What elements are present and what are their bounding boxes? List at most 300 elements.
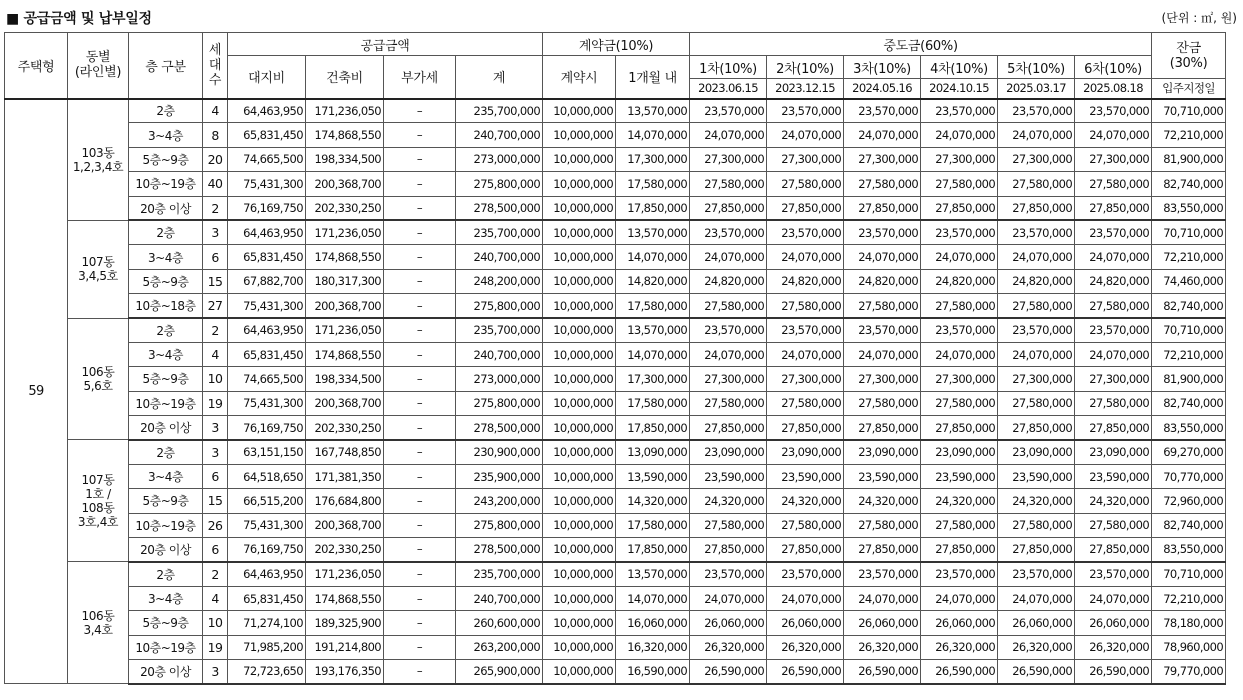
middle-payment-cell: 27,580,000	[767, 513, 844, 537]
middle-payment-cell: 27,300,000	[998, 147, 1075, 171]
building-cost-cell: 171,236,050	[306, 318, 384, 342]
units-cell: 26	[203, 513, 228, 537]
middle-payment-cell: 24,820,000	[921, 269, 998, 293]
table-row	[5, 123, 1226, 147]
floor-cell: 20층 이상	[129, 196, 203, 220]
table-row	[5, 99, 1226, 123]
middle-payment-cell: 24,070,000	[844, 123, 921, 147]
deposit-contract-cell: 10,000,000	[543, 294, 616, 318]
header-supply: 공급금액	[228, 33, 543, 56]
header-floor: 층 구분	[129, 33, 203, 99]
header-balance: 잔금 (30%)	[1152, 33, 1226, 79]
vat-cell: –	[384, 196, 456, 220]
vat-cell: –	[384, 294, 456, 318]
header-dong: 동별 (라인별)	[68, 33, 129, 99]
middle-payment-cell: 24,320,000	[844, 489, 921, 513]
middle-payment-cell: 27,300,000	[1075, 147, 1152, 171]
housing-type-cell: 59	[5, 99, 68, 684]
vat-cell: –	[384, 611, 456, 635]
middle-payment-cell: 27,300,000	[767, 367, 844, 391]
vat-cell: –	[384, 342, 456, 366]
total-cell: 275,800,000	[456, 294, 543, 318]
total-cell: 278,500,000	[456, 196, 543, 220]
middle-payment-cell: 23,570,000	[767, 562, 844, 586]
deposit-month-cell: 17,850,000	[616, 416, 690, 440]
deposit-month-cell: 17,580,000	[616, 513, 690, 537]
deposit-month-cell: 17,580,000	[616, 294, 690, 318]
middle-payment-cell: 23,570,000	[690, 220, 767, 244]
middle-payment-cell: 27,580,000	[1075, 294, 1152, 318]
middle-payment-cell: 27,850,000	[767, 538, 844, 562]
balance-cell: 72,210,000	[1152, 586, 1226, 610]
balance-cell: 69,270,000	[1152, 440, 1226, 464]
middle-payment-cell: 26,060,000	[690, 611, 767, 635]
balance-cell: 70,710,000	[1152, 318, 1226, 342]
total-cell: 235,700,000	[456, 562, 543, 586]
floor-cell: 10층~19층	[129, 635, 203, 659]
header-middle-round: 2차(10%)	[767, 56, 844, 79]
deposit-month-cell: 16,590,000	[616, 659, 690, 683]
vat-cell: –	[384, 269, 456, 293]
middle-payment-cell: 23,590,000	[844, 464, 921, 488]
vat-cell: –	[384, 172, 456, 196]
middle-payment-cell: 27,850,000	[767, 416, 844, 440]
deposit-month-cell: 14,070,000	[616, 342, 690, 366]
total-cell: 240,700,000	[456, 123, 543, 147]
vat-cell: –	[384, 538, 456, 562]
middle-payment-cell: 24,070,000	[844, 586, 921, 610]
floor-cell: 3~4층	[129, 586, 203, 610]
header-building: 건축비	[306, 56, 384, 99]
vat-cell: –	[384, 391, 456, 415]
header-type: 주택형	[5, 33, 68, 99]
deposit-month-cell: 17,580,000	[616, 391, 690, 415]
page-title: ■ 공급금액 및 납부일정	[6, 11, 152, 27]
middle-payment-cell: 27,850,000	[921, 538, 998, 562]
middle-payment-cell: 23,570,000	[998, 318, 1075, 342]
balance-cell: 70,770,000	[1152, 464, 1226, 488]
deposit-contract-cell: 10,000,000	[543, 220, 616, 244]
table-row	[5, 147, 1226, 171]
middle-payment-cell: 27,850,000	[1075, 416, 1152, 440]
middle-payment-cell: 24,320,000	[767, 489, 844, 513]
building-cost-cell: 198,334,500	[306, 367, 384, 391]
middle-payment-cell: 27,850,000	[844, 538, 921, 562]
middle-payment-cell: 23,590,000	[690, 464, 767, 488]
floor-cell: 5층~9층	[129, 269, 203, 293]
middle-payment-cell: 24,070,000	[767, 342, 844, 366]
middle-payment-cell: 27,580,000	[844, 513, 921, 537]
middle-payment-cell: 24,070,000	[1075, 123, 1152, 147]
middle-payment-cell: 23,570,000	[844, 99, 921, 123]
total-cell: 243,200,000	[456, 489, 543, 513]
header-deposit-contract: 계약시	[543, 56, 616, 99]
vat-cell: –	[384, 147, 456, 171]
middle-payment-cell: 23,570,000	[844, 318, 921, 342]
header-middle: 중도금(60%)	[690, 33, 1152, 56]
total-cell: 235,700,000	[456, 318, 543, 342]
building-cost-cell: 167,748,850	[306, 440, 384, 464]
building-cost-cell: 174,868,550	[306, 123, 384, 147]
header-middle-date: 2023.12.15	[767, 79, 844, 99]
middle-payment-cell: 26,590,000	[998, 659, 1075, 683]
middle-payment-cell: 24,070,000	[998, 245, 1075, 269]
units-cell: 3	[203, 416, 228, 440]
middle-payment-cell: 24,070,000	[690, 123, 767, 147]
middle-payment-cell: 24,070,000	[998, 342, 1075, 366]
title-row	[0, 0, 1243, 32]
middle-payment-cell: 24,820,000	[998, 269, 1075, 293]
units-cell: 6	[203, 464, 228, 488]
deposit-contract-cell: 10,000,000	[543, 318, 616, 342]
floor-cell: 10층~19층	[129, 513, 203, 537]
balance-cell: 83,550,000	[1152, 196, 1226, 220]
deposit-contract-cell: 10,000,000	[543, 586, 616, 610]
middle-payment-cell: 27,300,000	[690, 147, 767, 171]
middle-payment-cell: 23,570,000	[921, 99, 998, 123]
table-row	[5, 269, 1226, 293]
balance-cell: 70,710,000	[1152, 562, 1226, 586]
middle-payment-cell: 27,850,000	[844, 416, 921, 440]
total-cell: 248,200,000	[456, 269, 543, 293]
middle-payment-cell: 27,300,000	[1075, 367, 1152, 391]
header-middle-round: 1차(10%)	[690, 56, 767, 79]
deposit-month-cell: 14,820,000	[616, 269, 690, 293]
header-middle-round: 6차(10%)	[1075, 56, 1152, 79]
building-cost-cell: 200,368,700	[306, 294, 384, 318]
units-cell: 19	[203, 391, 228, 415]
deposit-contract-cell: 10,000,000	[543, 416, 616, 440]
total-cell: 235,700,000	[456, 99, 543, 123]
deposit-month-cell: 14,320,000	[616, 489, 690, 513]
middle-payment-cell: 23,570,000	[998, 562, 1075, 586]
middle-payment-cell: 24,070,000	[921, 342, 998, 366]
middle-payment-cell: 24,070,000	[690, 245, 767, 269]
vat-cell: –	[384, 440, 456, 464]
table-row	[5, 318, 1226, 342]
header-middle-date: 2025.08.18	[1075, 79, 1152, 99]
building-cost-cell: 198,334,500	[306, 147, 384, 171]
deposit-month-cell: 13,090,000	[616, 440, 690, 464]
building-cost-cell: 200,368,700	[306, 391, 384, 415]
middle-payment-cell: 27,850,000	[998, 538, 1075, 562]
building-cost-cell: 202,330,250	[306, 538, 384, 562]
floor-cell: 10층~19층	[129, 391, 203, 415]
middle-payment-cell: 27,580,000	[690, 172, 767, 196]
middle-payment-cell: 23,590,000	[921, 464, 998, 488]
middle-payment-cell: 24,070,000	[921, 123, 998, 147]
middle-payment-cell: 23,090,000	[767, 440, 844, 464]
units-cell: 10	[203, 367, 228, 391]
total-cell: 278,500,000	[456, 416, 543, 440]
middle-payment-cell: 23,590,000	[998, 464, 1075, 488]
building-cost-cell: 200,368,700	[306, 172, 384, 196]
balance-cell: 70,710,000	[1152, 99, 1226, 123]
table-row	[5, 586, 1226, 610]
balance-cell: 72,210,000	[1152, 245, 1226, 269]
total-cell: 240,700,000	[456, 586, 543, 610]
middle-payment-cell: 23,570,000	[767, 220, 844, 244]
middle-payment-cell: 24,320,000	[921, 489, 998, 513]
vat-cell: –	[384, 489, 456, 513]
total-cell: 273,000,000	[456, 367, 543, 391]
vat-cell: –	[384, 416, 456, 440]
table-row	[5, 367, 1226, 391]
deposit-contract-cell: 10,000,000	[543, 99, 616, 123]
middle-payment-cell: 24,820,000	[767, 269, 844, 293]
middle-payment-cell: 27,580,000	[1075, 172, 1152, 196]
middle-payment-cell: 24,070,000	[767, 245, 844, 269]
units-cell: 3	[203, 659, 228, 683]
balance-cell: 70,710,000	[1152, 220, 1226, 244]
middle-payment-cell: 23,090,000	[998, 440, 1075, 464]
middle-payment-cell: 23,590,000	[1075, 464, 1152, 488]
middle-payment-cell: 27,850,000	[690, 538, 767, 562]
middle-payment-cell: 27,580,000	[998, 391, 1075, 415]
vat-cell: –	[384, 318, 456, 342]
table-row	[5, 172, 1226, 196]
middle-payment-cell: 26,320,000	[998, 635, 1075, 659]
middle-payment-cell: 27,300,000	[767, 147, 844, 171]
middle-payment-cell: 23,590,000	[767, 464, 844, 488]
building-cost-cell: 171,236,050	[306, 99, 384, 123]
header-middle-round: 4차(10%)	[921, 56, 998, 79]
building-cost-cell: 180,317,300	[306, 269, 384, 293]
land-cost-cell: 72,723,650	[228, 659, 306, 683]
floor-cell: 2층	[129, 562, 203, 586]
units-cell: 15	[203, 489, 228, 513]
land-cost-cell: 66,515,200	[228, 489, 306, 513]
balance-cell: 82,740,000	[1152, 172, 1226, 196]
deposit-month-cell: 17,850,000	[616, 538, 690, 562]
deposit-month-cell: 14,070,000	[616, 123, 690, 147]
middle-payment-cell: 24,070,000	[690, 342, 767, 366]
middle-payment-cell: 24,320,000	[690, 489, 767, 513]
table-row	[5, 659, 1226, 683]
middle-payment-cell: 24,070,000	[767, 123, 844, 147]
table-row	[5, 196, 1226, 220]
vat-cell: –	[384, 513, 456, 537]
balance-cell: 83,550,000	[1152, 538, 1226, 562]
deposit-contract-cell: 10,000,000	[543, 635, 616, 659]
total-cell: 275,800,000	[456, 172, 543, 196]
floor-cell: 20층 이상	[129, 416, 203, 440]
balance-cell: 79,770,000	[1152, 659, 1226, 683]
deposit-contract-cell: 10,000,000	[543, 538, 616, 562]
middle-payment-cell: 26,060,000	[998, 611, 1075, 635]
deposit-contract-cell: 10,000,000	[543, 196, 616, 220]
units-cell: 19	[203, 635, 228, 659]
land-cost-cell: 75,431,300	[228, 513, 306, 537]
middle-payment-cell: 26,060,000	[844, 611, 921, 635]
middle-payment-cell: 27,580,000	[921, 513, 998, 537]
land-cost-cell: 75,431,300	[228, 294, 306, 318]
middle-payment-cell: 24,070,000	[1075, 586, 1152, 610]
deposit-contract-cell: 10,000,000	[543, 367, 616, 391]
middle-payment-cell: 27,580,000	[998, 513, 1075, 537]
header-balance-date: 입주지정일	[1152, 79, 1226, 99]
middle-payment-cell: 23,570,000	[921, 562, 998, 586]
middle-payment-cell: 26,590,000	[1075, 659, 1152, 683]
deposit-contract-cell: 10,000,000	[543, 391, 616, 415]
middle-payment-cell: 23,570,000	[921, 220, 998, 244]
middle-payment-cell: 27,580,000	[767, 172, 844, 196]
land-cost-cell: 67,882,700	[228, 269, 306, 293]
table-row	[5, 464, 1226, 488]
total-cell: 240,700,000	[456, 245, 543, 269]
deposit-contract-cell: 10,000,000	[543, 464, 616, 488]
land-cost-cell: 71,274,100	[228, 611, 306, 635]
vat-cell: –	[384, 123, 456, 147]
deposit-contract-cell: 10,000,000	[543, 611, 616, 635]
middle-payment-cell: 26,320,000	[1075, 635, 1152, 659]
floor-cell: 5층~9층	[129, 611, 203, 635]
building-cost-cell: 202,330,250	[306, 416, 384, 440]
middle-payment-cell: 24,070,000	[921, 586, 998, 610]
total-cell: 260,600,000	[456, 611, 543, 635]
middle-payment-cell: 27,850,000	[1075, 196, 1152, 220]
units-cell: 6	[203, 538, 228, 562]
middle-payment-cell: 27,300,000	[921, 367, 998, 391]
middle-payment-cell: 27,580,000	[690, 294, 767, 318]
units-cell: 20	[203, 147, 228, 171]
deposit-month-cell: 17,580,000	[616, 172, 690, 196]
total-cell: 263,200,000	[456, 635, 543, 659]
table-row	[5, 342, 1226, 366]
dong-cell: 106동 5,6호	[68, 318, 129, 440]
middle-payment-cell: 24,820,000	[690, 269, 767, 293]
units-cell: 6	[203, 245, 228, 269]
floor-cell: 20층 이상	[129, 538, 203, 562]
table-row	[5, 245, 1226, 269]
vat-cell: –	[384, 659, 456, 683]
header-middle-date: 2024.05.16	[844, 79, 921, 99]
header-middle-date: 2024.10.15	[921, 79, 998, 99]
table-row	[5, 513, 1226, 537]
middle-payment-cell: 27,850,000	[767, 196, 844, 220]
middle-payment-cell: 23,570,000	[1075, 318, 1152, 342]
deposit-contract-cell: 10,000,000	[543, 562, 616, 586]
price-schedule-table	[4, 32, 1226, 685]
vat-cell: –	[384, 635, 456, 659]
floor-cell: 3~4층	[129, 245, 203, 269]
middle-payment-cell: 24,820,000	[1075, 269, 1152, 293]
table-row	[5, 538, 1226, 562]
middle-payment-cell: 27,580,000	[690, 391, 767, 415]
deposit-month-cell: 14,070,000	[616, 586, 690, 610]
balance-cell: 81,900,000	[1152, 367, 1226, 391]
floor-cell: 2층	[129, 99, 203, 123]
deposit-contract-cell: 10,000,000	[543, 123, 616, 147]
deposit-month-cell: 13,570,000	[616, 562, 690, 586]
balance-cell: 72,210,000	[1152, 123, 1226, 147]
total-cell: 235,900,000	[456, 464, 543, 488]
building-cost-cell: 174,868,550	[306, 586, 384, 610]
dong-cell: 107동 3,4,5호	[68, 220, 129, 318]
land-cost-cell: 76,169,750	[228, 538, 306, 562]
middle-payment-cell: 23,570,000	[690, 99, 767, 123]
building-cost-cell: 174,868,550	[306, 342, 384, 366]
middle-payment-cell: 26,320,000	[844, 635, 921, 659]
middle-payment-cell: 24,070,000	[844, 245, 921, 269]
middle-payment-cell: 23,570,000	[998, 220, 1075, 244]
middle-payment-cell: 26,590,000	[690, 659, 767, 683]
middle-payment-cell: 26,060,000	[921, 611, 998, 635]
middle-payment-cell: 26,320,000	[767, 635, 844, 659]
middle-payment-cell: 26,320,000	[690, 635, 767, 659]
middle-payment-cell: 27,580,000	[921, 172, 998, 196]
vat-cell: –	[384, 464, 456, 488]
land-cost-cell: 64,518,650	[228, 464, 306, 488]
building-cost-cell: 193,176,350	[306, 659, 384, 683]
header-land: 대지비	[228, 56, 306, 99]
land-cost-cell: 64,463,950	[228, 562, 306, 586]
middle-payment-cell: 27,850,000	[921, 196, 998, 220]
floor-cell: 5층~9층	[129, 147, 203, 171]
table-row	[5, 220, 1226, 244]
floor-cell: 2층	[129, 220, 203, 244]
land-cost-cell: 63,151,150	[228, 440, 306, 464]
middle-payment-cell: 24,070,000	[1075, 245, 1152, 269]
floor-cell: 3~4층	[129, 464, 203, 488]
middle-payment-cell: 27,580,000	[767, 294, 844, 318]
total-cell: 275,800,000	[456, 391, 543, 415]
table-row	[5, 611, 1226, 635]
units-cell: 40	[203, 172, 228, 196]
middle-payment-cell: 27,850,000	[921, 416, 998, 440]
floor-cell: 2층	[129, 440, 203, 464]
middle-payment-cell: 27,580,000	[921, 391, 998, 415]
middle-payment-cell: 24,070,000	[767, 586, 844, 610]
deposit-month-cell: 13,570,000	[616, 99, 690, 123]
table-row	[5, 562, 1226, 586]
deposit-month-cell: 17,300,000	[616, 147, 690, 171]
land-cost-cell: 76,169,750	[228, 196, 306, 220]
balance-cell: 78,960,000	[1152, 635, 1226, 659]
middle-payment-cell: 24,070,000	[1075, 342, 1152, 366]
middle-payment-cell: 27,300,000	[690, 367, 767, 391]
middle-payment-cell: 27,300,000	[998, 367, 1075, 391]
units-cell: 27	[203, 294, 228, 318]
land-cost-cell: 64,463,950	[228, 318, 306, 342]
middle-payment-cell: 23,090,000	[844, 440, 921, 464]
floor-cell: 10층~18층	[129, 294, 203, 318]
middle-payment-cell: 27,580,000	[844, 294, 921, 318]
land-cost-cell: 64,463,950	[228, 99, 306, 123]
land-cost-cell: 65,831,450	[228, 342, 306, 366]
deposit-month-cell: 16,320,000	[616, 635, 690, 659]
middle-payment-cell: 23,570,000	[1075, 99, 1152, 123]
middle-payment-cell: 27,580,000	[690, 513, 767, 537]
building-cost-cell: 171,236,050	[306, 220, 384, 244]
middle-payment-cell: 27,580,000	[844, 172, 921, 196]
building-cost-cell: 176,684,800	[306, 489, 384, 513]
header-middle-date: 2023.06.15	[690, 79, 767, 99]
middle-payment-cell: 26,590,000	[767, 659, 844, 683]
middle-payment-cell: 23,570,000	[844, 562, 921, 586]
middle-payment-cell: 27,580,000	[767, 391, 844, 415]
middle-payment-cell: 27,850,000	[690, 416, 767, 440]
middle-payment-cell: 26,320,000	[921, 635, 998, 659]
building-cost-cell: 202,330,250	[306, 196, 384, 220]
middle-payment-cell: 23,570,000	[921, 318, 998, 342]
middle-payment-cell: 27,580,000	[998, 172, 1075, 196]
floor-cell: 5층~9층	[129, 489, 203, 513]
deposit-contract-cell: 10,000,000	[543, 440, 616, 464]
deposit-month-cell: 14,070,000	[616, 245, 690, 269]
land-cost-cell: 75,431,300	[228, 391, 306, 415]
building-cost-cell: 174,868,550	[306, 245, 384, 269]
